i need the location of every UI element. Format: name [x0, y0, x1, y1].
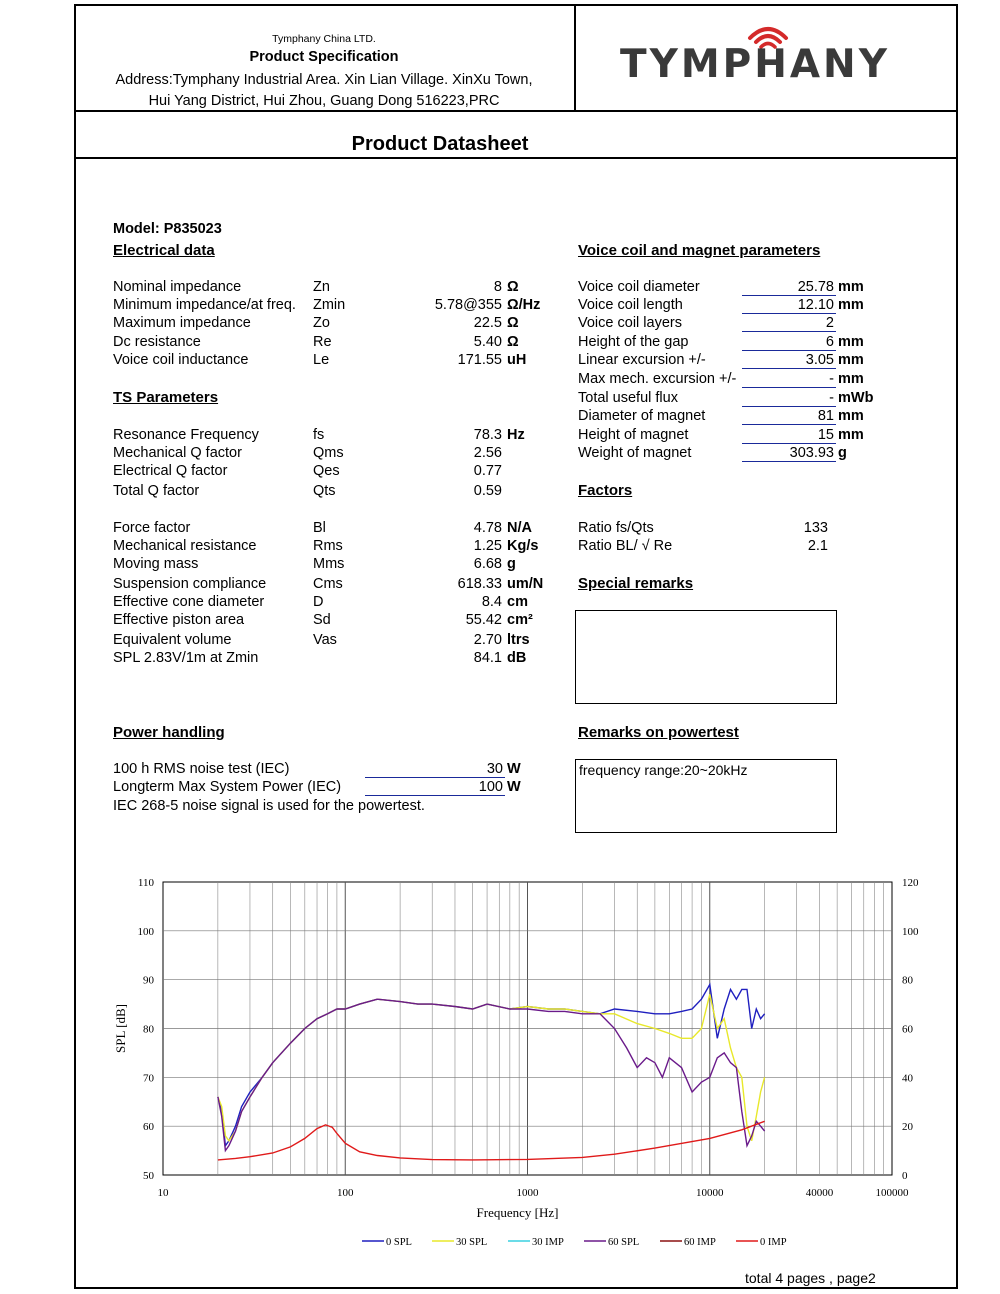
ts-param-symbol: Cms — [313, 576, 343, 592]
vc-param-name: Voice coil layers — [578, 315, 682, 331]
ts-param-value: 4.78 — [473, 520, 502, 536]
power-param-value: 100 — [478, 779, 503, 795]
ts-param-symbol: Rms — [313, 538, 343, 554]
ts-param-unit: cm — [507, 594, 528, 610]
electrical-param-name: Dc resistance — [113, 334, 201, 350]
powertest-remarks-box — [575, 759, 837, 833]
vc-param-unit: mm — [838, 279, 864, 295]
ts-param-value: 2.70 — [473, 632, 502, 648]
ts-param-symbol: Qms — [313, 445, 344, 461]
vc-param-name: Linear excursion +/- — [578, 352, 706, 368]
vc-param-name: Voice coil diameter — [578, 279, 700, 295]
electrical-param-name: Minimum impedance/at freq. — [113, 297, 296, 313]
ts-heading: TS Parameters — [113, 389, 219, 406]
ts-param-name: Force factor — [113, 520, 191, 536]
electrical-param-symbol: Zmin — [313, 297, 346, 313]
vc-param-unit: mWb — [838, 390, 874, 406]
ts-param-symbol: Qts — [313, 483, 336, 499]
vc-value-underline — [742, 387, 836, 388]
ts-param-value: 0.77 — [473, 463, 502, 479]
ts-param-symbol: D — [313, 594, 324, 610]
vc-value-underline — [742, 331, 836, 332]
vc-param-name: Total useful flux — [578, 390, 678, 406]
ts-param-value: 8.4 — [481, 594, 502, 610]
electrical-param-symbol: Zn — [313, 279, 330, 295]
y-tick-label: 90 — [143, 974, 154, 987]
powertest-remarks-text: frequency range:20~20kHz — [579, 762, 748, 778]
factor-value: 2.1 — [807, 538, 828, 554]
electrical-param-symbol: Zo — [313, 315, 330, 331]
header-bottom-rule — [74, 110, 958, 112]
vc-param-unit: mm — [838, 352, 864, 368]
special-remarks-box — [575, 610, 837, 704]
legend-label: 60 SPL — [608, 1237, 640, 1248]
legend-label: 0 SPL — [386, 1237, 412, 1248]
vc-param-value: 6 — [825, 334, 834, 350]
page-footer: total 4 pages , page2 — [745, 1270, 876, 1286]
vc-param-unit: mm — [838, 334, 864, 350]
electrical-param-symbol: Le — [313, 352, 330, 368]
special-remarks-text — [576, 611, 836, 619]
vc-param-value: 12.10 — [797, 297, 834, 313]
electrical-param-name: Maximum impedance — [113, 315, 251, 331]
vc-param-value: 81 — [817, 408, 834, 424]
legend-label: 60 IMP — [684, 1237, 716, 1248]
electrical-param-unit: Ω — [507, 315, 519, 331]
ts-param-name: Equivalent volume — [113, 632, 232, 648]
electrical-param-symbol: Re — [313, 334, 332, 350]
electrical-heading: Electrical data — [113, 242, 215, 259]
vc-param-value: 2 — [825, 315, 834, 331]
electrical-param-name: Voice coil inductance — [113, 352, 249, 368]
power-param-unit: W — [507, 779, 521, 795]
ts-param-name: Electrical Q factor — [113, 463, 228, 479]
electrical-param-unit: Ω — [507, 279, 519, 295]
vc-param-name: Height of the gap — [578, 334, 689, 350]
ts-param-unit: ltrs — [507, 632, 530, 648]
factor-name: Ratio BL/ √ Re — [578, 538, 673, 554]
vc-param-unit: mm — [838, 427, 864, 443]
vc-param-name: Voice coil length — [578, 297, 683, 313]
ts-param-value: 78.3 — [473, 427, 502, 443]
electrical-param-value: 5.40 — [473, 334, 502, 350]
powertest-remarks-heading: Remarks on powertest — [578, 724, 739, 741]
electrical-param-value: 22.5 — [473, 315, 502, 331]
y2-tick-label: 40 — [902, 1072, 913, 1085]
ts-param-unit: N/A — [507, 520, 532, 536]
company-logo — [620, 22, 920, 92]
ts-param-symbol: fs — [313, 427, 325, 443]
vc-param-unit: g — [838, 445, 847, 461]
y2-tick-label: 80 — [902, 974, 913, 987]
title-bottom-rule — [74, 157, 958, 159]
y-tick-label: 70 — [143, 1072, 154, 1085]
ts-param-name: Mechanical resistance — [113, 538, 257, 554]
legend-label: 30 IMP — [532, 1237, 564, 1248]
address-line-2: Hui Yang District, Hui Zhou, Guang Dong 516223,PRC — [148, 93, 500, 109]
vc-param-name: Max mech. excursion +/- — [578, 371, 737, 387]
y2-tick-label: 60 — [902, 1023, 913, 1036]
power-param-unit: W — [507, 761, 521, 777]
vc-value-underline — [742, 461, 836, 462]
vc-param-unit: mm — [838, 371, 864, 387]
x-tick-label: 10 — [157, 1187, 169, 1199]
vc-param-unit: mm — [838, 408, 864, 424]
vc-param-name: Height of magnet — [578, 427, 689, 443]
ts-param-name: Mechanical Q factor — [113, 445, 242, 461]
page-title: Product Datasheet — [351, 133, 529, 155]
header-divider — [574, 4, 576, 112]
y2-tick-label: 100 — [902, 925, 919, 938]
x-tick-label: 100 — [337, 1187, 354, 1199]
x-tick-label: 1000 — [516, 1187, 539, 1199]
ts-param-value: 2.56 — [473, 445, 502, 461]
ts-param-name: Effective piston area — [113, 612, 245, 628]
factor-name: Ratio fs/Qts — [578, 520, 654, 536]
ts-param-symbol: Sd — [313, 612, 331, 628]
ts-param-name: Suspension compliance — [113, 576, 267, 592]
y-tick-label: 110 — [137, 877, 154, 889]
y-tick-label: 100 — [137, 925, 154, 938]
power-param-value: 30 — [486, 761, 503, 777]
power-heading: Power handling — [113, 724, 225, 741]
voice-coil-heading: Voice coil and magnet parameters — [578, 242, 821, 259]
factors-heading: Factors — [578, 482, 633, 499]
ts-param-name: Moving mass — [113, 556, 199, 572]
y2-tick-label: 20 — [902, 1121, 913, 1134]
electrical-param-name: Nominal impedance — [113, 279, 242, 295]
power-value-underline — [365, 795, 505, 796]
vc-value-underline — [742, 368, 836, 369]
vc-param-value: 25.78 — [797, 279, 834, 295]
ts-param-symbol: Mms — [313, 556, 345, 572]
ts-param-value: 0.59 — [473, 483, 502, 499]
vc-param-value: - — [829, 390, 834, 406]
ts-param-unit: g — [507, 556, 516, 572]
ts-param-value: 618.33 — [457, 576, 502, 592]
special-remarks-heading: Special remarks — [578, 575, 694, 592]
doc-type: Product Specification — [249, 49, 399, 65]
electrical-param-unit: uH — [507, 352, 527, 368]
ts-param-value: 84.1 — [473, 650, 502, 666]
power-param-name: 100 h RMS noise test (IEC) — [113, 761, 290, 777]
ts-param-unit: cm² — [507, 612, 533, 628]
company-name: Tymphany China LTD. — [272, 33, 376, 45]
x-tick-label: 40000 — [805, 1187, 834, 1199]
power-note: IEC 268-5 noise signal is used for the powertest. — [113, 798, 425, 814]
y-axis-label: SPL [dB] — [113, 1004, 128, 1053]
y2-tick-label: 120 — [902, 877, 919, 889]
ts-param-name: Resonance Frequency — [113, 427, 259, 443]
ts-param-symbol: Bl — [313, 520, 326, 536]
vc-param-name: Diameter of magnet — [578, 408, 706, 424]
vc-param-value: 3.05 — [805, 352, 834, 368]
ts-param-unit: Kg/s — [507, 538, 539, 554]
vc-param-name: Weight of magnet — [578, 445, 692, 461]
electrical-param-unit: Ω — [507, 334, 519, 350]
vc-value-underline — [742, 424, 836, 425]
ts-param-value: 1.25 — [473, 538, 502, 554]
y-tick-label: 60 — [143, 1121, 154, 1134]
power-param-name: Longterm Max System Power (IEC) — [113, 779, 342, 795]
y-tick-label: 50 — [143, 1170, 154, 1182]
electrical-param-value: 171.55 — [457, 352, 502, 368]
ts-param-symbol: Qes — [313, 463, 340, 479]
logo-wordmark: TYMPHANY — [620, 42, 890, 87]
factor-value: 133 — [803, 520, 828, 536]
y-tick-label: 80 — [143, 1023, 154, 1036]
ts-param-unit: um/N — [507, 576, 544, 592]
legend-label: 30 SPL — [456, 1237, 488, 1248]
vc-param-unit: mm — [838, 297, 864, 313]
electrical-param-value: 8 — [493, 279, 502, 295]
address-line-1: Address:Tymphany Industrial Area. Xin Lian Village. XinXu Town, — [115, 72, 533, 88]
ts-param-name: SPL 2.83V/1m at Zmin — [113, 650, 259, 666]
ts-param-unit: dB — [507, 650, 527, 666]
model-label: Model: P835023 — [113, 221, 222, 237]
ts-param-name: Total Q factor — [113, 483, 200, 499]
ts-param-symbol: Vas — [313, 632, 337, 648]
legend-label: 0 IMP — [760, 1237, 787, 1248]
ts-param-value: 6.68 — [473, 556, 502, 572]
ts-param-value: 55.42 — [465, 612, 502, 628]
vc-param-value: - — [829, 371, 834, 387]
ts-param-unit: Hz — [507, 427, 525, 443]
x-tick-label: 100000 — [875, 1187, 909, 1199]
x-tick-label: 10000 — [696, 1187, 724, 1199]
x-axis-label: Frequency [Hz] — [476, 1205, 559, 1220]
vc-param-value: 15 — [817, 427, 834, 443]
electrical-param-unit: Ω/Hz — [507, 297, 541, 313]
ts-param-name: Effective cone diameter — [113, 594, 265, 610]
electrical-param-value: 5.78@355 — [434, 297, 502, 313]
frequency-response-chart — [100, 868, 930, 1263]
vc-param-value: 303.93 — [789, 445, 834, 461]
y2-tick-label: 0 — [902, 1170, 908, 1182]
